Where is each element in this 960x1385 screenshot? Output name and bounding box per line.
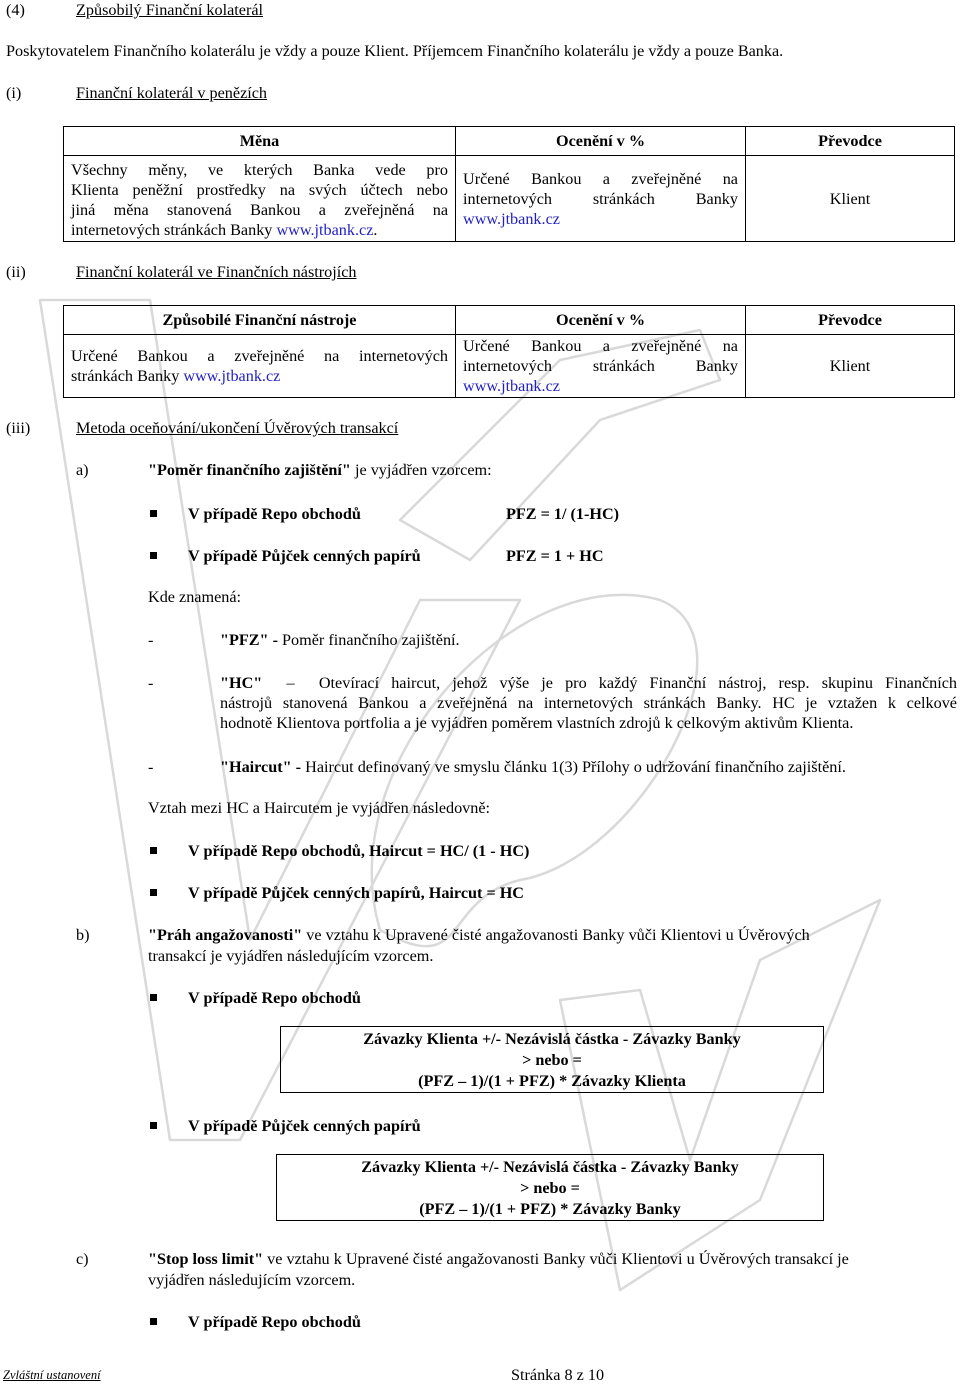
bank-website-link[interactable]: www.jtbank.cz xyxy=(276,220,374,239)
table-cell: Klient xyxy=(746,156,955,242)
bank-website-link[interactable]: www.jtbank.cz xyxy=(183,367,281,385)
cell-line: Určené Bankou a zveřejněné na xyxy=(463,337,738,355)
definition-pfz: "PFZ" - Poměr finančního zajištění. xyxy=(220,631,460,649)
table-cell xyxy=(456,335,746,398)
cell-line: Všechny měny, ve kterých Banka vede pro xyxy=(71,160,448,179)
bullet-icon xyxy=(150,552,157,559)
where-label: Kde znamená: xyxy=(148,588,242,606)
bullet-text: V případě Repo obchodů xyxy=(188,1313,361,1331)
item-label: a) xyxy=(76,461,89,479)
bullet-text: V případě Repo obchodů xyxy=(188,989,361,1007)
bullet-icon xyxy=(150,889,157,896)
cash-collateral-table xyxy=(63,126,955,242)
subsection-title: Finanční kolaterál ve Finančních nástrojích xyxy=(76,263,357,281)
formula-box: Závazky Klienta +/- Nezávislá částka - Závazky Banky > nebo = (PFZ – 1)/(1 + PFZ) * Závazky Banky xyxy=(276,1154,824,1221)
column-header: Převodce xyxy=(746,306,955,335)
bullet-text: V případě Půjček cenných papírů xyxy=(188,1117,421,1135)
column-header: Převodce xyxy=(746,127,955,156)
section-number: (4) xyxy=(6,1,25,19)
bullet-text: V případě Repo obchodů, Haircut = HC/ (1 - HC) xyxy=(188,842,530,860)
cell-text: stránkách Banky xyxy=(71,367,184,385)
table-cell xyxy=(456,156,746,242)
intro-paragraph: Poskytovatelem Finančního kolaterálu je vždy a pouze Klient. Příjemcem Finančního kolaterálu je vždy a pouze Banka. xyxy=(6,42,784,60)
cell-text: internetových stránkách Banky xyxy=(71,220,277,239)
dash-icon: - xyxy=(148,758,154,776)
item-label: c) xyxy=(76,1250,89,1268)
relation-text: Vztah mezi HC a Haircutem je vyjádřen následovně: xyxy=(148,799,491,817)
cell-line: Určené Bankou a zveřejněné na xyxy=(463,169,738,188)
item-text: transakcí je vyjádřen následujícím vzorcem. xyxy=(148,947,434,965)
column-header: Měna xyxy=(64,127,456,156)
instrument-collateral-table xyxy=(63,305,955,398)
formula: PFZ = 1 + HC xyxy=(506,547,604,565)
item-text: "Práh angažovanosti" ve vztahu k Upravené čisté angažovanosti Banky vůči Klientovi u Úvěrových xyxy=(148,926,810,944)
footer-document-name: Zvláštní ustanovení xyxy=(3,1368,101,1382)
column-header: Způsobilé Finanční nástroje xyxy=(64,306,456,335)
subsection-title: Metoda oceňování/ukončení Úvěrových transakcí xyxy=(76,419,399,437)
table-cell xyxy=(64,335,456,398)
section-title: Způsobilý Finanční kolaterál xyxy=(76,1,264,19)
column-header: Ocenění v % xyxy=(456,306,746,335)
bullet-icon xyxy=(150,1318,157,1325)
item-text: "Stop loss limit" ve vztahu k Upravené čisté angažovanosti Banky vůči Klientovi u Úvěrových transakcí je xyxy=(148,1250,849,1268)
item-text: vyjádřen následujícím vzorcem. xyxy=(148,1271,356,1289)
column-header: Ocenění v % xyxy=(456,127,746,156)
formula-box: Závazky Klienta +/- Nezávislá částka - Závazky Banky > nebo = (PFZ – 1)/(1 + PFZ) * Závazky Klienta xyxy=(280,1026,824,1093)
bullet-icon xyxy=(150,1122,157,1129)
bullet-icon xyxy=(150,510,157,517)
bullet-text: V případě Repo obchodů xyxy=(188,505,361,523)
cell-line: internetových stránkách Banky xyxy=(463,189,738,208)
dash-icon: - xyxy=(148,674,154,692)
item-text: "Poměr finančního zajištění" je vyjádřen vzorcem: xyxy=(148,461,492,479)
bullet-icon xyxy=(150,994,157,1001)
cell-line: internetových stránkách Banky xyxy=(463,357,738,375)
bullet-text: V případě Půjček cenných papírů, Haircut = HC xyxy=(188,884,524,902)
subsection-number: (iii) xyxy=(6,419,31,437)
cell-line: Klienta peněžní prostředky na svých účtech nebo xyxy=(71,180,448,199)
bank-website-link[interactable]: www.jtbank.cz xyxy=(463,209,560,228)
bullet-text: V případě Půjček cenných papírů xyxy=(188,547,421,565)
page-number: Stránka 8 z 10 xyxy=(511,1366,605,1384)
definition-haircut: "Haircut" - Haircut definovaný ve smyslu článku 1(3) Přílohy o udržování finančního zajištění. xyxy=(220,758,846,776)
subsection-title: Finanční kolaterál v penězích xyxy=(76,84,268,102)
formula: PFZ = 1/ (1-HC) xyxy=(506,505,620,523)
bullet-icon xyxy=(150,847,157,854)
item-label: b) xyxy=(76,926,90,944)
subsection-number: (ii) xyxy=(6,263,26,281)
subsection-number: (i) xyxy=(6,84,22,102)
table-cell: Klient xyxy=(746,335,955,398)
cell-line: Určené Bankou a zveřejněné na internetových xyxy=(71,347,448,365)
dash-icon: - xyxy=(148,631,154,649)
definition-hc: "HC" – Otevírací haircut, jehož výše je pro každý Finanční nástroj, resp. skupinu Finančních nástrojů stanovená Bankou a zveřejněná na internetových stránkách Banky. HC je vztažen k celkové hodnotě Klientova portfolia a je vyjádřen poměrem vlastních zdrojů k celkovým aktivům Klienta. xyxy=(220,674,958,732)
bank-website-link[interactable]: www.jtbank.cz xyxy=(463,377,560,395)
table-cell xyxy=(64,156,456,242)
cell-text: . xyxy=(373,220,378,239)
cell-line: jiná měna stanovená Bankou a zveřejněná na xyxy=(71,200,448,219)
